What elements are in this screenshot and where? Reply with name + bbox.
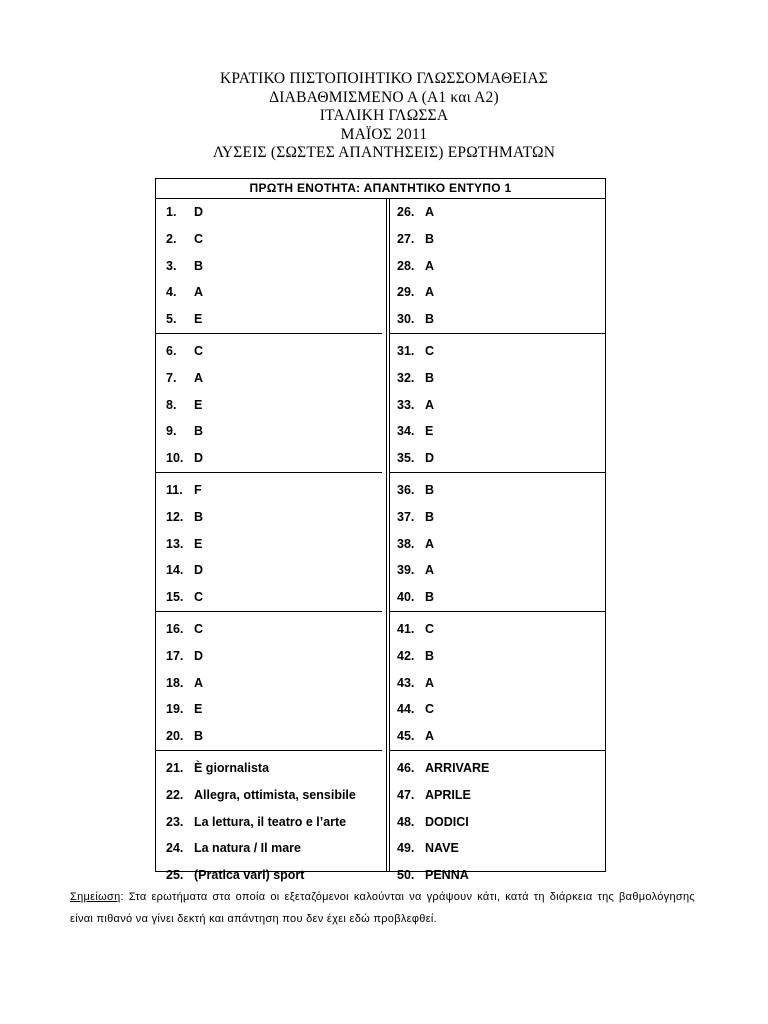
question-number: 44. (397, 702, 415, 717)
question-number: 12. (166, 509, 184, 524)
answer-row (389, 782, 605, 809)
answer-value: E (194, 702, 203, 717)
question-number: 36. (397, 482, 415, 497)
question-number: 42. (397, 648, 415, 663)
question-number: 50. (397, 868, 415, 883)
question-number: 7. (166, 370, 177, 385)
question-number: 31. (397, 343, 415, 358)
answer-row (389, 862, 605, 889)
answer-value: C (425, 343, 435, 358)
answer-group (156, 199, 382, 334)
answer-row (389, 643, 605, 670)
answer-value: A (425, 563, 435, 578)
answer-value: A (425, 285, 435, 300)
question-number: 26. (397, 205, 415, 219)
answer-value: E (425, 424, 434, 439)
question-number: 39. (397, 563, 415, 578)
answer-value: C (194, 343, 204, 358)
answer-row (156, 199, 382, 226)
answer-value: Allegra, ottimista, sensibile (194, 787, 356, 802)
answer-row (156, 253, 382, 280)
question-number: 29. (397, 285, 415, 300)
question-number: 4. (166, 285, 177, 300)
answer-row (389, 584, 605, 611)
answer-value: B (194, 258, 204, 273)
answer-value: La lettura, il teatro e l’arte (194, 814, 347, 829)
answer-row (156, 531, 382, 558)
answer-value: A (425, 536, 435, 551)
answers-column-right (389, 199, 605, 883)
question-number: 21. (166, 760, 184, 775)
question-number: 37. (397, 509, 415, 524)
footnote-label: Σημείωση (70, 891, 121, 903)
question-number: 27. (397, 231, 415, 246)
answer-row (389, 755, 605, 782)
question-number: 41. (397, 621, 415, 636)
question-number: 43. (397, 675, 415, 690)
header-title: ΚΡΑΤΙΚΟ ΠΙΣΤΟΠΟΙΗΤΙΚΟ ΓΛΩΣΣΟΜΑΘΕΙΑΣ (220, 70, 548, 87)
answer-value: APRILE (425, 787, 471, 802)
answer-row (389, 531, 605, 558)
question-number: 20. (166, 729, 184, 744)
answer-value: A (194, 370, 204, 385)
answer-group (389, 338, 605, 473)
answer-value: NAVE (425, 841, 459, 856)
answer-row (389, 504, 605, 531)
answer-row (156, 557, 382, 584)
question-number: 34. (397, 424, 415, 439)
answer-row (156, 226, 382, 253)
question-number: 25. (166, 868, 184, 883)
answer-group (156, 477, 382, 612)
answer-group (156, 755, 386, 889)
column-divider (386, 199, 387, 871)
answer-row (156, 696, 382, 723)
answer-group (389, 477, 605, 612)
answer-row (389, 392, 605, 419)
question-number: 18. (166, 675, 184, 690)
answer-row (156, 723, 382, 750)
answer-group (156, 338, 382, 473)
question-number: 5. (166, 312, 177, 327)
question-number: 17. (166, 648, 184, 663)
answer-value: A (194, 675, 204, 690)
answer-value: A (425, 729, 435, 744)
answer-row (389, 723, 605, 750)
question-number: 1. (166, 205, 177, 219)
question-number: 47. (397, 787, 415, 802)
answer-value: PENNA (425, 868, 469, 883)
footnote-text: : Στα ερωτήματα στα οποία οι εξεταζόμενοι καλούνται να γράψουν κάτι, κατά τη διάρκεια της βαθμολόγησης είναι πιθανό να γίνει δεκτή και απάντηση που δεν έχει εδώ προβλεφθεί. (70, 891, 695, 925)
question-number: 3. (166, 258, 177, 273)
question-number: 24. (166, 841, 184, 856)
answer-group (389, 755, 605, 889)
header-subtitle: ΛΥΣΕΙΣ (ΣΩΣΤΕΣ ΑΠΑΝΤΗΣΕΙΣ) ΕΡΩΤΗΜΑΤΩΝ (212, 144, 556, 161)
question-number: 35. (397, 451, 415, 466)
header-date: ΜΑΪΟΣ 2011 (340, 125, 428, 143)
answer-row (156, 504, 382, 531)
answer-row (389, 199, 605, 226)
answer-value: B (194, 424, 204, 439)
answer-value: E (194, 397, 203, 412)
answer-value: B (425, 231, 435, 246)
answer-row (156, 418, 382, 445)
answer-value: La natura / Il mare (194, 841, 301, 856)
answer-value: D (194, 205, 204, 219)
question-number: 10. (166, 451, 184, 466)
header-language: ΙΤΑΛΙΚΗ ΓΛΩΣΣΑ (319, 107, 449, 124)
header-level: ΔΙΑΒΑΘΜΙΣΜΕΝΟ Α (Α1 και Α2) (269, 88, 499, 106)
question-number: 2. (166, 231, 177, 246)
answer-value: C (194, 231, 204, 246)
answer-row (389, 835, 605, 862)
answer-value: C (425, 621, 435, 636)
answer-value: B (425, 312, 435, 327)
answer-value: A (425, 258, 435, 273)
question-number: 32. (397, 370, 415, 385)
answer-value: ARRIVARE (425, 760, 490, 775)
answer-value: A (425, 675, 435, 690)
question-number: 48. (397, 814, 415, 829)
answer-value: B (425, 590, 435, 605)
answer-row (389, 477, 605, 504)
question-number: 46. (397, 760, 415, 775)
question-number: 9. (166, 424, 177, 439)
answer-row (156, 862, 386, 889)
answer-value: B (425, 370, 435, 385)
answer-row (389, 365, 605, 392)
answer-value: A (425, 205, 435, 219)
answer-value: B (194, 509, 204, 524)
answer-row (156, 365, 382, 392)
answer-value: E (194, 536, 203, 551)
answer-row (156, 392, 382, 419)
question-number: 15. (166, 590, 184, 605)
answer-row (389, 418, 605, 445)
question-number: 23. (166, 814, 184, 829)
answer-row (389, 338, 605, 365)
answer-value: D (194, 451, 204, 466)
answer-row (156, 584, 382, 611)
answer-row (389, 696, 605, 723)
answer-row (389, 616, 605, 643)
answer-value: B (425, 482, 435, 497)
answer-value: A (194, 285, 204, 300)
answer-group (389, 199, 605, 334)
answer-value: C (194, 590, 204, 605)
answer-row (156, 279, 382, 306)
question-number: 40. (397, 590, 415, 605)
question-number: 28. (397, 258, 415, 273)
answer-value: B (425, 648, 435, 663)
question-number: 22. (166, 787, 184, 802)
answer-value: E (194, 312, 203, 327)
answer-row (389, 670, 605, 697)
answer-row (156, 445, 382, 472)
answer-row (156, 477, 382, 504)
answer-value: F (194, 482, 202, 497)
answer-value: A (425, 397, 435, 412)
answer-row (389, 306, 605, 333)
answer-value: D (194, 648, 204, 663)
answer-row (156, 670, 382, 697)
answer-row (389, 445, 605, 472)
question-number: 11. (166, 482, 183, 497)
question-number: 33. (397, 397, 415, 412)
answer-row (389, 557, 605, 584)
answer-row (156, 616, 382, 643)
answer-value: B (194, 729, 204, 744)
answer-group (156, 616, 382, 751)
answer-group (389, 616, 605, 751)
answer-value: DODICI (425, 814, 469, 829)
answer-table (155, 178, 606, 883)
answer-value: (Pratica vari) sport (194, 868, 305, 883)
answers-column-left (156, 199, 386, 883)
question-number: 30. (397, 312, 415, 327)
answer-value: È giornalista (194, 760, 270, 775)
answer-row (156, 835, 386, 862)
answer-row (156, 338, 382, 365)
question-number: 14. (166, 563, 184, 578)
answer-row (389, 809, 605, 836)
answer-row (156, 782, 386, 809)
question-number: 13. (166, 536, 184, 551)
answer-row (389, 226, 605, 253)
document-header (0, 70, 768, 163)
question-number: 45. (397, 729, 415, 744)
table-title: ΠΡΩΤΗ ΕΝΟΤΗΤΑ: ΑΠΑΝΤΗΤΙΚΟ ΕΝΤΥΠΟ 1 (156, 179, 605, 199)
answer-value: B (425, 509, 435, 524)
question-number: 16. (166, 621, 184, 636)
answer-value: D (194, 563, 204, 578)
question-number: 6. (166, 343, 177, 358)
question-number: 8. (166, 397, 177, 412)
answer-row (389, 253, 605, 280)
answer-value: D (425, 451, 435, 466)
answer-value: C (194, 621, 204, 636)
answer-row (156, 809, 386, 836)
answer-row (389, 279, 605, 306)
answer-row (156, 643, 382, 670)
answer-row (156, 306, 382, 333)
answer-row (156, 755, 386, 782)
question-number: 19. (166, 702, 184, 717)
footnote (70, 886, 695, 930)
question-number: 49. (397, 841, 415, 856)
question-number: 38. (397, 536, 415, 551)
answer-value: C (425, 702, 435, 717)
